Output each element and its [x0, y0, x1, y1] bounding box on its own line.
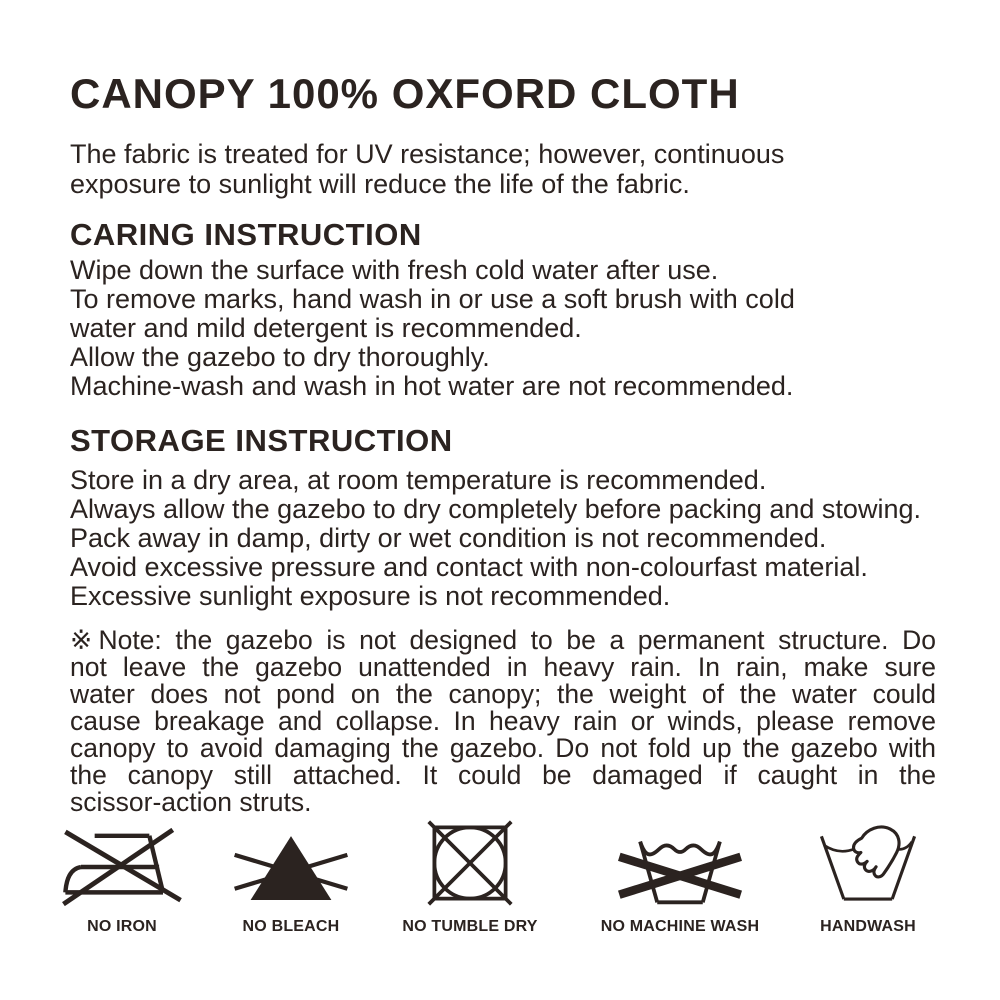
care-symbol-label: NO TUMBLE DRY	[402, 918, 538, 935]
handwash-icon	[776, 822, 960, 908]
care-symbol-label: NO MACHINE WASH	[600, 918, 760, 935]
no-tumble-dry-icon	[378, 822, 562, 908]
care-symbol-no-iron	[30, 822, 214, 936]
note-line: scissor-action struts.	[70, 787, 312, 817]
caring-line: Wipe down the surface with fresh cold water after use.	[70, 255, 719, 285]
caring-line: Allow the gazebo to dry thoroughly.	[70, 342, 490, 372]
storage-instruction-lines	[70, 466, 935, 611]
caring-instruction-lines	[70, 256, 935, 401]
note-line: ※Note: the gazebo is not designed to be a permanent structure. Do	[70, 625, 936, 655]
note-paragraph	[70, 627, 936, 816]
page-title: CANOPY 100% OXFORD CLOTH	[70, 70, 740, 117]
no-bleach-icon	[199, 822, 383, 908]
note-line: cause breakage and collapse. In heavy rain or winds, please remove	[70, 706, 936, 736]
storage-line: Excessive sunlight exposure is not recommended.	[70, 581, 671, 611]
note-line: the canopy still attached. It could be damaged if caught in the	[70, 760, 936, 790]
care-symbol-label: HANDWASH	[820, 918, 916, 935]
storage-line: Avoid excessive pressure and contact with non-colourfast material.	[70, 552, 868, 582]
no-iron-icon	[30, 822, 214, 908]
care-symbol-label: NO BLEACH	[242, 918, 340, 935]
care-symbol-label: NO IRON	[87, 918, 157, 935]
note-line: water does not pond on the canopy; the weight of the water could	[70, 679, 936, 709]
no-machine-wash-icon	[588, 822, 772, 908]
note-line: not leave the gazebo unattended in heavy rain. In rain, make sure	[70, 652, 936, 682]
care-symbol-no-tumble-dry	[378, 822, 562, 936]
intro-paragraph	[70, 139, 935, 199]
care-symbol-no-machine-wash	[588, 822, 772, 936]
intro-line: exposure to sunlight will reduce the life of the fabric.	[70, 169, 690, 199]
storage-instruction-heading: STORAGE INSTRUCTION	[70, 423, 453, 458]
caring-line: water and mild detergent is recommended.	[70, 313, 582, 343]
storage-line: Pack away in damp, dirty or wet condition is not recommended.	[70, 523, 827, 553]
storage-line: Store in a dry area, at room temperature is recommended.	[70, 465, 767, 495]
care-symbol-no-bleach	[199, 822, 383, 936]
care-symbols-row	[0, 822, 1000, 952]
caring-instruction-heading: CARING INSTRUCTION	[70, 217, 422, 252]
care-symbol-handwash	[776, 822, 960, 936]
caring-line: To remove marks, hand wash in or use a soft brush with cold	[70, 284, 795, 314]
note-line: canopy to avoid damaging the gazebo. Do not fold up the gazebo with	[70, 733, 936, 763]
storage-line: Always allow the gazebo to dry completely before packing and stowing.	[70, 494, 921, 524]
intro-line: The fabric is treated for UV resistance; however, continuous	[70, 139, 785, 169]
caring-line: Machine-wash and wash in hot water are not recommended.	[70, 371, 794, 401]
